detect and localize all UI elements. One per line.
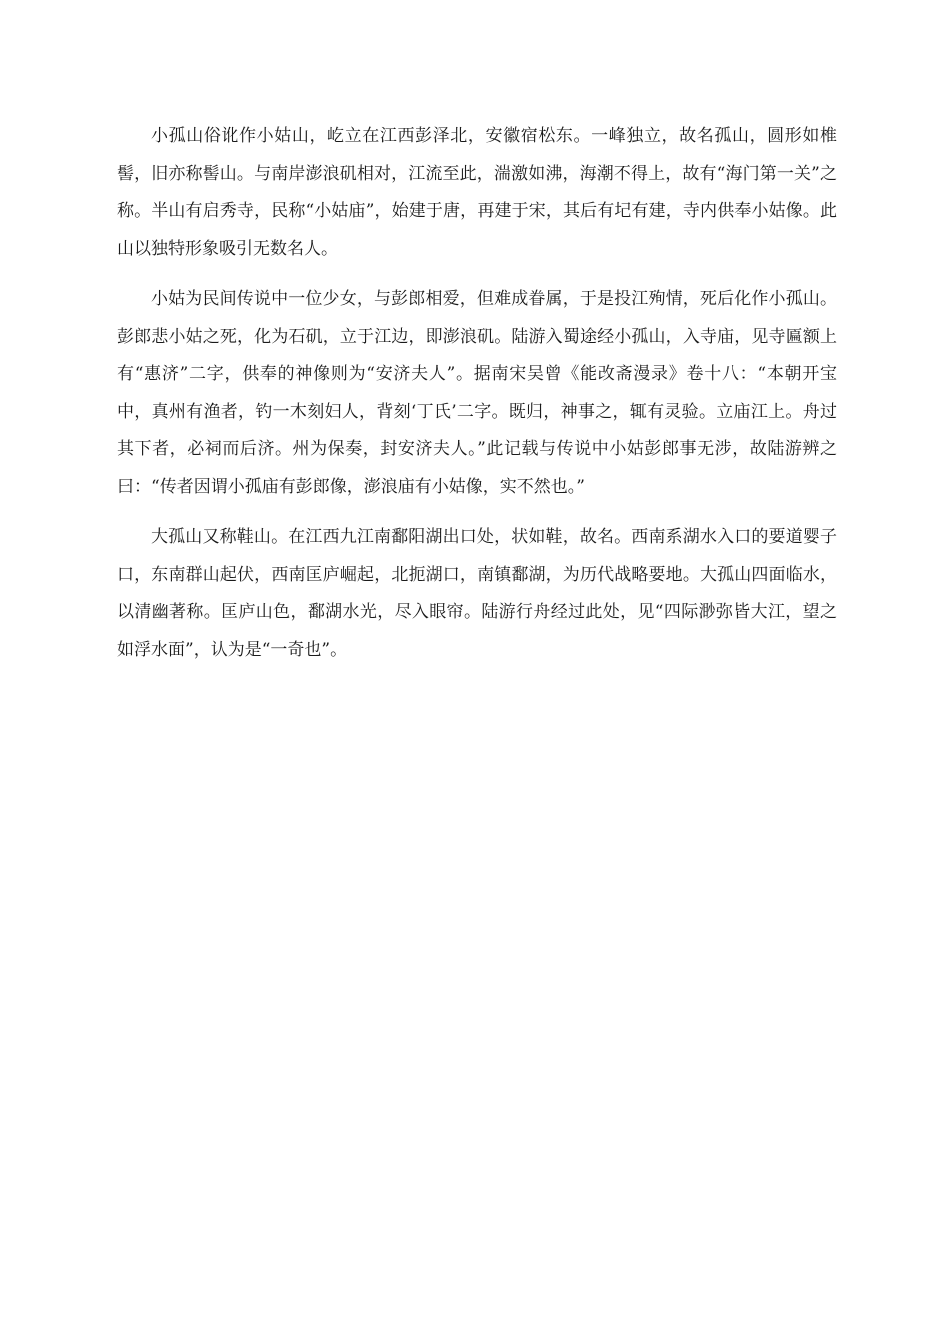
paragraph-xiaogu-mountain: 小孤山俗讹作小姑山，屹立在江西彭泽北，安徽宿松东。一峰独立，故名孤山，圆形如椎髻，旧亦称髻山。与南岸澎浪矶相对，江流至此，湍激如沸，海潮不得上，故有“海门第一关”之称。半山有启秀寺，民称“小姑庙”，始建于唐，再建于宋，其后有圮有建，寺内供奉小姑像。此山以独特形象吸引无数名人。 [117, 126, 837, 259]
paragraph-xiaogu-legend: 小姑为民间传说中一位少女，与彭郎相爱，但难成眷属，于是投江殉情，死后化作小孤山。彭郎悲小姑之死，化为石矶，立于江边，即澎浪矶。陆游入蜀途经小孤山，入寺庙，见寺匾额上有“惠济”二字，供奉的神像则为“安济夫人”。据南宋吴曾《能改斋漫录》卷十八：“本朝开宝中，真州有渔者，钓一木刻妇人，背刻‘丁氏’二字。既归，神事之，辄有灵验。立庙江上。舟过其下者，必祠而后济。州为保奏，封安济夫人。”此记载与传说中小姑彭郎事无涉，故陆游辨之曰：“传者因谓小孤庙有彭郎像，澎浪庙有小姑像，实不然也。” [117, 289, 837, 497]
paragraph-dagu-mountain: 大孤山又称鞋山。在江西九江南鄱阳湖出口处，状如鞋，故名。西南系湖水入口的要道婴子口，东南群山起伏，西南匡庐崛起，北扼湖口，南镇鄱湖，为历代战略要地。大孤山四面临水，以清幽著称。匡庐山色，鄱湖水光，尽入眼帘。陆游行舟经过此处，见“四际渺弥皆大江，望之如浮水面”，认为是“一奇也”。 [117, 527, 837, 660]
document-body [117, 118, 837, 682]
